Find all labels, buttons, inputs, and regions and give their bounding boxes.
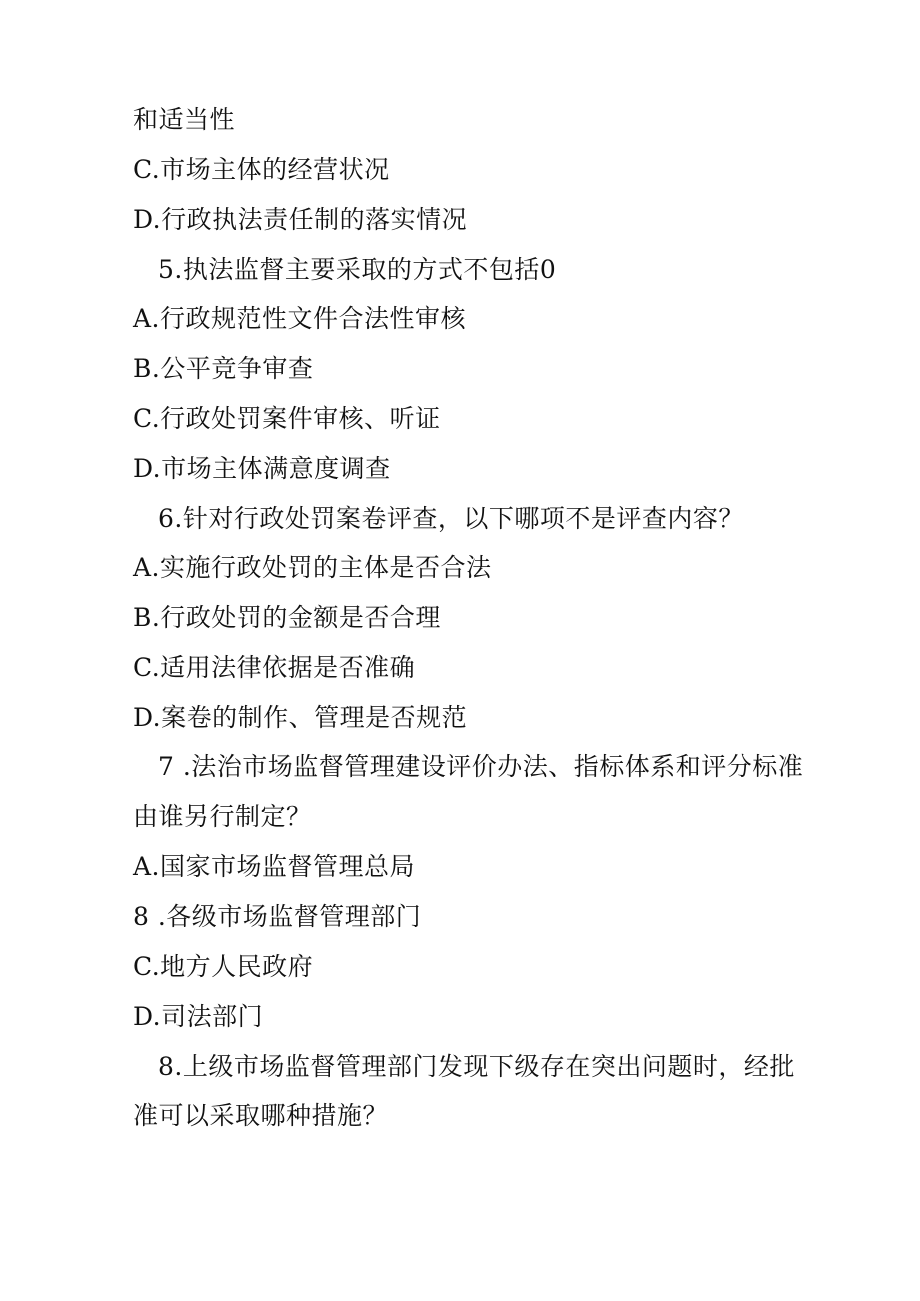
option-c: C.行政处罚案件审核、听证 <box>133 404 441 433</box>
option-c: C.适用法律依据是否准确 <box>133 653 416 682</box>
option-d: D.市场主体满意度调查 <box>133 454 391 483</box>
option-c: C.市场主体的经营状况 <box>133 155 390 184</box>
option-a: A.行政规范性文件合法性审核 <box>133 304 467 333</box>
option-c: C.地方人民政府 <box>133 952 314 981</box>
option-a: A.国家市场监督管理总局 <box>133 852 416 881</box>
option-d: D.司法部门 <box>133 1002 264 1031</box>
question-5: 5.执法监督主要采取的方式不包括0 <box>158 255 557 284</box>
question-6: 6.针对行政处罚案卷评查，以下哪项不是评查内容？ <box>158 504 744 533</box>
question-8: 8.上级市场监督管理部门发现下级存在突出问题时，经批 <box>158 1052 795 1081</box>
option-a: A.实施行政处罚的主体是否合法 <box>133 553 492 582</box>
question-7: 7 .法治市场监督管理建设评价办法、指标体系和评分标准 <box>158 752 804 781</box>
question-7-continuation: 由谁另行制定？ <box>133 802 312 831</box>
option-b: 8 .各级市场监督管理部门 <box>133 902 422 931</box>
question-8-continuation: 准可以采取哪种措施？ <box>133 1101 389 1130</box>
option-d: D.案卷的制作、管理是否规范 <box>133 703 468 732</box>
option-b: B.公平竞争审查 <box>133 354 314 383</box>
text-line-continuation: 和适当性 <box>133 105 236 134</box>
option-b: B.行政处罚的金额是否合理 <box>133 603 441 632</box>
option-d: D.行政执法责任制的落实情况 <box>133 205 468 234</box>
